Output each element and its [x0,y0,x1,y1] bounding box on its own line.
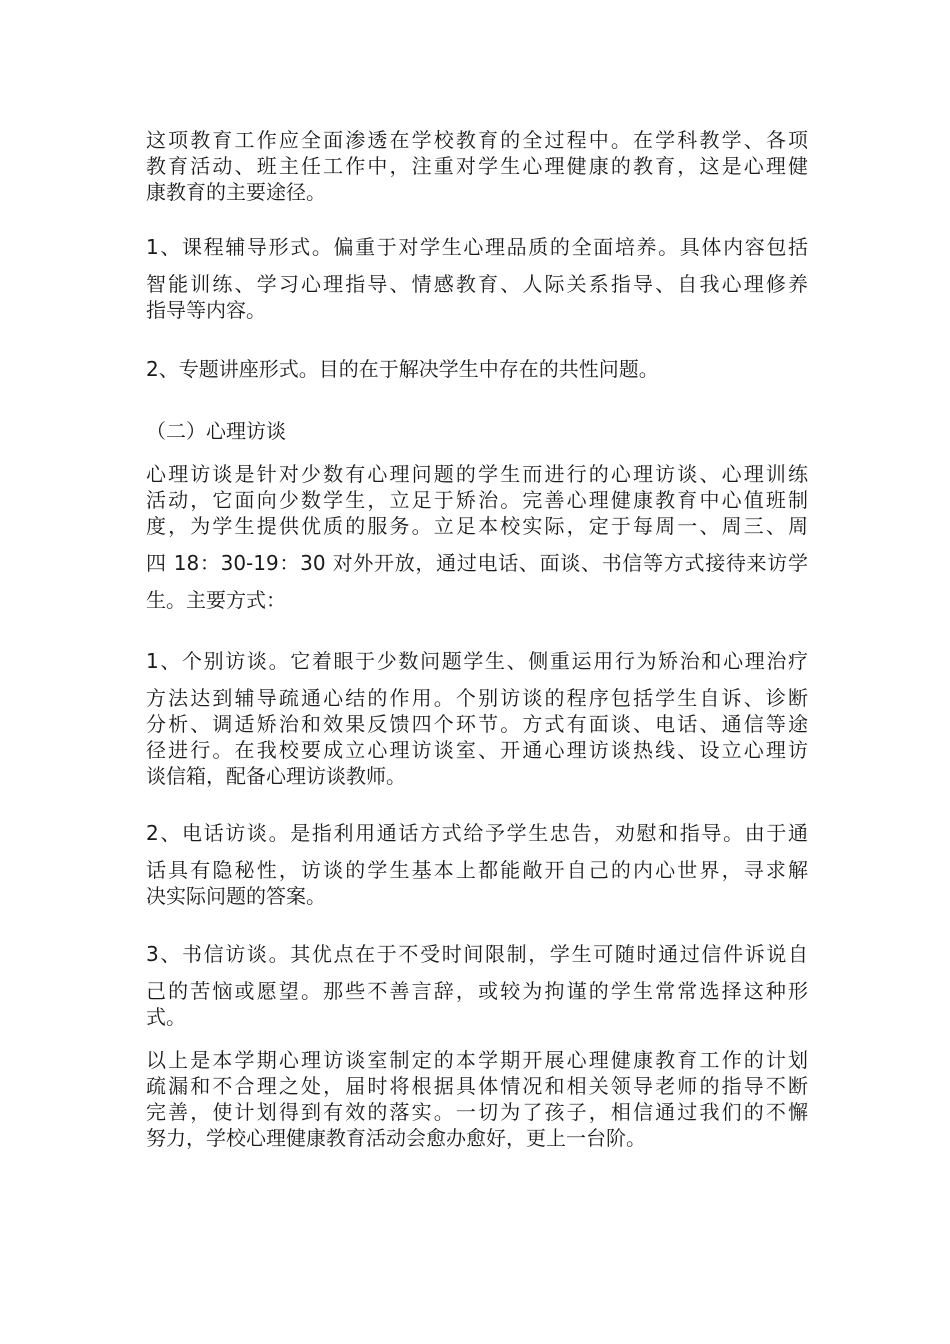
paragraph-course-guidance [146,234,808,323]
text-line: 2、专题讲座形式。目的在于解决学生中存在的共性问题。 [146,357,659,381]
text-line: 话具有隐秘性，访谈的学生基本上都能敞开自己的内心世界，寻求解 [146,858,808,882]
text-line: 己的苦恼或愿望。那些不善言辞，或较为拘谨的学生常常选择这种形 [146,979,808,1003]
text-line: 式。 [146,1005,186,1029]
text-line: 教育活动、班主任工作中，注重对学生心理健康的教育，这是心理健 [146,154,808,178]
text-line: 谈信箱，配备心理访谈教师。 [146,764,406,788]
text-line: 指导等内容。 [146,298,266,322]
section-heading-counseling [146,418,808,444]
paragraph-letter-counseling [146,941,808,1030]
text-line: 疏漏和不合理之处，届时将根据具体情况和相关领导老师的指导不断 [146,1074,808,1098]
text-line: 1、课程辅导形式。偏重于对学生心理品质的全面培养。具体内容包括 [146,235,808,259]
paragraph-phone-counseling [146,820,808,909]
text-line: 分析、调适矫治和效果反馈四个环节。方式有面谈、电话、通信等途 [146,712,808,736]
text-line: 以上是本学期心理访谈室制定的本学期开展心理健康教育工作的计划 [146,1048,808,1072]
text-line: 康教育的主要途径。 [146,180,326,204]
paragraph-counseling-overview [146,461,808,613]
paragraph-individual-counseling [146,648,808,789]
text-line: 活动，它面向少数学生，立足于矫治。完善心理健康教育中心值班制 [146,488,808,512]
text-line: 生。主要方式： [146,588,286,612]
heading-text: （二）心理访谈 [146,419,286,443]
text-line: 径进行。在我校要成立心理访谈室、开通心理访谈热线、设立心理访 [146,738,808,762]
text-line: 方法达到辅导疏通心结的作用。个别访谈的程序包括学生自诉、诊断 [146,686,808,710]
text-line: 度，为学生提供优质的服务。立足本校实际，定于每周一、周三、周 [146,514,808,538]
paragraph-conclusion [146,1047,808,1151]
paragraph-lecture [146,356,808,382]
paragraph-intro [146,127,808,205]
text-line: 心理访谈是针对少数有心理问题的学生而进行的心理访谈、心理训练 [146,462,808,486]
text-line: 努力，学校心理健康教育活动会愈办愈好，更上一台阶。 [146,1126,646,1150]
text-line: 决实际问题的答案。 [146,884,326,908]
text-line: 1、个别访谈。它着眼于少数问题学生、侧重运用行为矫治和心理治疗 [146,649,808,673]
text-line: 四 18：30-19：30 对外开放，通过电话、面谈、书信等方式接待来访学 [146,551,808,575]
text-line: 3、书信访谈。其优点在于不受时间限制，学生可随时通过信件诉说自 [146,942,808,966]
text-line: 完善，使计划得到有效的落实。一切为了孩子，相信通过我们的不懈 [146,1100,808,1124]
text-line: 这项教育工作应全面渗透在学校教育的全过程中。在学科教学、各项 [146,128,808,152]
text-line: 智能训练、学习心理指导、情感教育、人际关系指导、自我心理修养 [146,272,808,296]
text-line: 2、电话访谈。是指利用通话方式给予学生忠告，劝慰和指导。由于通 [146,821,808,845]
